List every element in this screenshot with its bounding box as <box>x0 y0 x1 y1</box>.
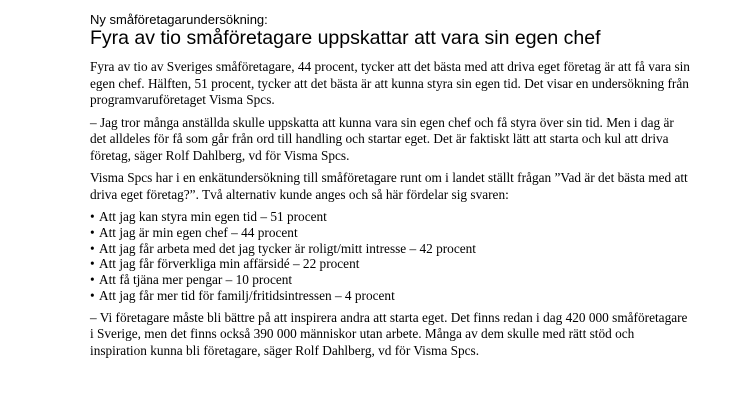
list-item-text: Att jag kan styra min egen tid – 51 procent <box>99 209 327 224</box>
list-item <box>90 288 690 304</box>
list-item <box>90 225 690 241</box>
bullet-icon: • <box>90 256 95 272</box>
bullet-icon: • <box>90 209 95 224</box>
list-item <box>90 209 690 225</box>
bullet-icon: • <box>90 240 95 256</box>
list-item-text: Att få tjäna mer pengar – 10 procent <box>99 272 293 288</box>
kicker: Ny småföretagarundersökning: <box>90 12 268 27</box>
paragraph-survey: Visma Spcs har i en enkätundersökning till småföretagare runt om i landet ställt frågan ”Vad är det bästa med att driva eget företag?”. Två alternativ kunde anges och så här fördelar sig svaren: <box>90 170 688 202</box>
bullet-icon: • <box>90 272 95 288</box>
list-item-text: Att jag är min egen chef – 44 procent <box>99 224 298 240</box>
list-item-text: Att jag får arbeta med det jag tycker är roligt/mitt intresse – 42 procent <box>99 240 476 256</box>
list-item-text: Att jag får förverkliga min affärsidé – 22 procent <box>99 256 360 272</box>
list-item <box>90 272 690 288</box>
list-item <box>90 241 690 257</box>
list-item-text: Att jag får mer tid för familj/fritidsintressen – 4 procent <box>99 287 395 303</box>
bullet-icon: • <box>90 287 95 303</box>
headline: Fyra av tio småföretagare uppskattar att vara sin egen chef <box>90 27 601 49</box>
list-item <box>90 256 690 272</box>
bullet-icon: • <box>90 224 95 240</box>
paragraph-closing: – Vi företagare måste bli bättre på att inspirera andra att starta eget. Det finns redan i dag 420 000 småföretagare i Sverige, men det finns också 390 000 människor utan arbete. Många av dem skulle med rätt stöd och inspiration kunna bli företagare, säger Rolf Dahlberg, vd för Visma Spcs. <box>90 309 688 358</box>
paragraph-intro: Fyra av tio av Sveriges småföretagare, 44 procent, tycker att det bästa med att driva eget företag är att få vara sin egen chef. Hälften, 51 procent, tycker att det bästa är att kunna styra sin egen tid. Det visar en undersökning från programvaruföretaget Visma Spcs. <box>90 59 690 107</box>
answer-list <box>90 209 690 304</box>
paragraph-quote: – Jag tror många anställda skulle uppskatta att kunna vara sin egen chef och få styra över sin tid. Men i dag är det alldeles för få som går från ord till handling och startar eget. Det är faktiskt lätt att starta och kul att driva företag, säger Rolf Dahlberg, vd för Visma Spcs. <box>90 114 674 163</box>
document-page <box>90 12 690 365</box>
